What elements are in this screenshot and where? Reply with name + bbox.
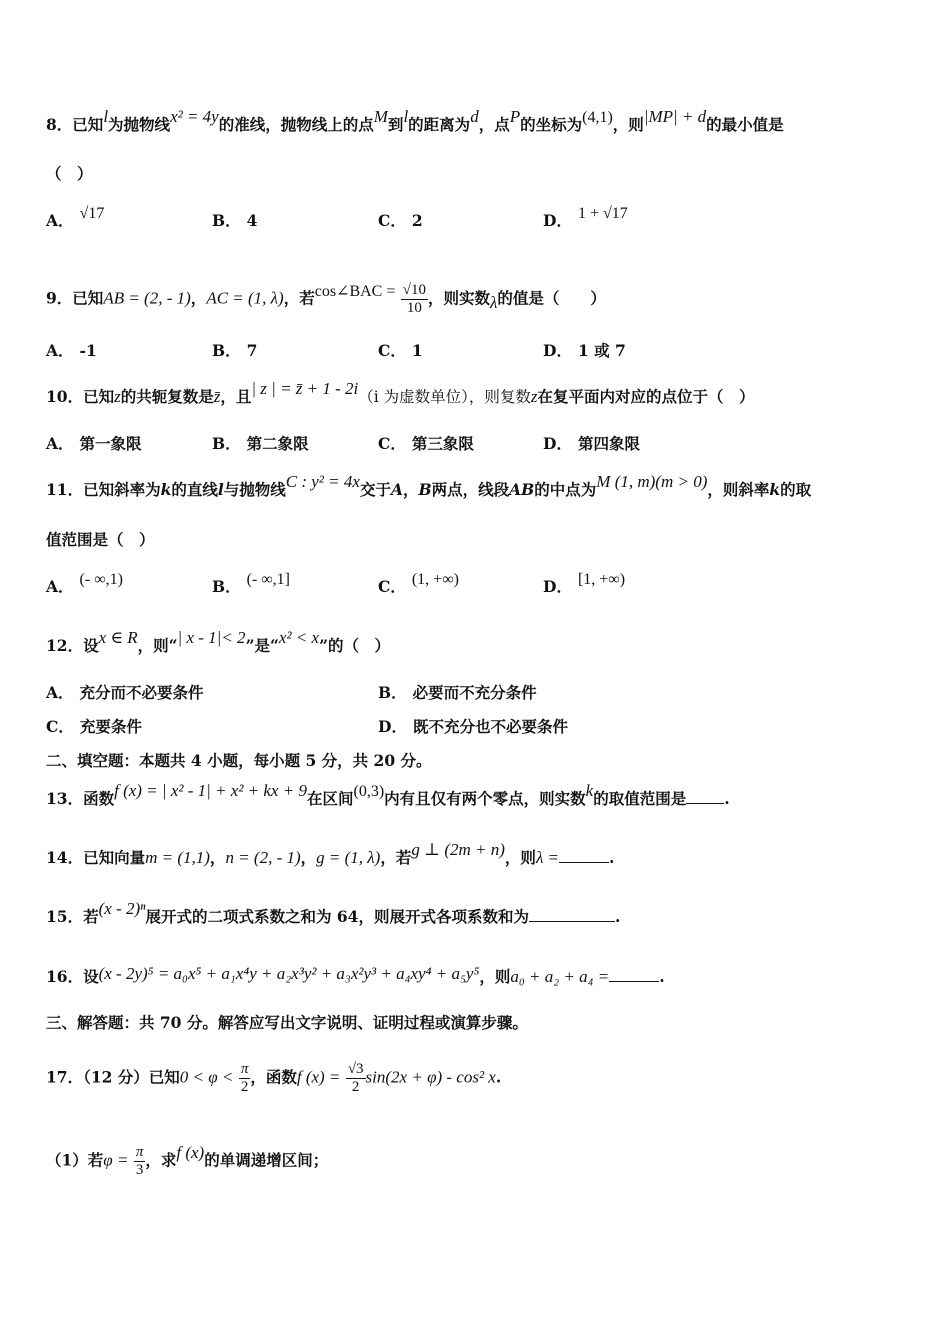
option-b: B． 4	[212, 211, 258, 230]
question-number: 14．	[46, 848, 84, 867]
math: x² < x	[278, 628, 320, 647]
math: λ	[490, 292, 498, 312]
math: cos∠BAC =	[314, 282, 396, 300]
question-number: 15．	[46, 907, 84, 926]
math: | z | = z̄ + 1 - 2i	[251, 379, 359, 398]
answer-blank[interactable]	[559, 848, 609, 863]
question-number: 9．	[46, 288, 73, 308]
option-b: B． (- ∞,1]	[212, 571, 290, 596]
question-number: 10．	[46, 387, 84, 406]
answer-blank[interactable]	[686, 789, 724, 804]
math: z	[530, 387, 538, 406]
question-11-line2: 值范围是（ ）	[46, 530, 155, 549]
question-10-stem: 10．已知z的共轭复数是z̄，且| z | = z̄ + 1 - 2i（i 为虚数单位），则复数z在复平面内对应的点位于（ ）	[46, 379, 755, 406]
question-13-stem: 13．函数f (x) = | x² - 1| + x² + kx + 9在区间(0,3)内有且仅有两个零点，则实数k的取值范围是 .	[46, 781, 730, 808]
option-d: D． 第四象限	[543, 434, 640, 453]
option-d: D． 1 或 7	[543, 341, 626, 360]
math: z̄	[213, 387, 221, 406]
math: P	[509, 107, 521, 126]
answer-blank[interactable]	[529, 907, 615, 922]
option-d: D． 既不充分也不必要条件	[378, 717, 568, 736]
math: AC = (1, λ)	[206, 288, 284, 308]
math: f (x) = | x² - 1| + x² + kx + 9	[114, 781, 307, 800]
math: λ =	[535, 848, 560, 867]
option-a: A． -1	[46, 341, 97, 360]
question-11-stem: 11．已知斜率为k的直线l与抛物线C : y² = 4x交于A，B两点，线段AB的中点为M (1, m)(m > 0)，则斜率k的取	[46, 472, 812, 499]
math: a₀ + a₂ + a₄ =	[510, 967, 610, 986]
question-17-stem: 17．（12 分）已知0 < φ < $\frac{\pi}{2}$ ，函数f (x) = $\frac{√3}{2}$ sin(2x + φ) - cos² x.	[46, 1061, 502, 1095]
question-12-stem: 12．设x ∈ R，则“| x - 1|< 2”是“x² < x”的（ ）	[46, 628, 390, 655]
math: l	[103, 107, 109, 126]
math: g = (1, λ)	[316, 848, 381, 867]
answer-blank[interactable]	[609, 967, 659, 982]
option-d: D． [1, +∞)	[543, 571, 626, 596]
option-a: A． 第一象限	[46, 434, 142, 453]
fraction: $\frac{√3}{2}$	[347, 1061, 364, 1095]
question-8-stem: 8．已知l为抛物线x² = 4y的准线，抛物线上的点M到l的距离为d，点P的坐标为(4,1)，则|MP| + d的最小值是	[46, 107, 784, 134]
option-b: B． 7	[212, 341, 258, 360]
question-number: 12．	[46, 636, 84, 655]
option-c: C． 2	[378, 211, 423, 230]
math: f (x) =	[296, 1067, 341, 1087]
math: k	[585, 781, 594, 800]
option-d: D． 1 + √17	[543, 205, 628, 230]
option-c: C． (1, +∞)	[378, 571, 459, 596]
math: (0,3)	[353, 783, 385, 800]
math: M (1, m)(m > 0)	[596, 472, 708, 491]
math: |MP| + d	[643, 107, 707, 126]
math: g ⊥ (2m + n)	[411, 840, 505, 859]
math: l	[403, 107, 409, 126]
question-number: 8．	[46, 115, 73, 134]
question-16-stem: 16．设(x - 2y)⁵ = a₀x⁵ + a₁x⁴y + a₂x³y² + a₃x²y³ + a₄xy⁴ + a₅y⁵，则a₀ + a₂ + a₄ = .	[46, 964, 665, 986]
math: C : y² = 4x	[285, 472, 360, 491]
question-number: 17．	[46, 1067, 84, 1087]
option-b: B． 第二象限	[212, 434, 309, 453]
fraction: $\frac{√10}{10}$	[402, 282, 427, 316]
option-a: A． √17	[46, 205, 105, 230]
math: n = (2, - 1)	[225, 848, 301, 867]
math: | x - 1|< 2	[177, 628, 246, 647]
math: f (x)	[176, 1142, 205, 1162]
math: (x - 2y)⁵ = a₀x⁵ + a₁x⁴y + a₂x³y² + a₃x²y³ + a₄xy⁴ + a₅y⁵	[98, 964, 480, 983]
math: sin(2x + φ) - cos² x	[365, 1067, 496, 1087]
fraction: $\frac{\pi}{2}$	[240, 1061, 249, 1095]
option-a: A． (- ∞,1)	[46, 571, 123, 596]
math: AB = (2, - 1)	[103, 288, 191, 308]
math: (x - 2)ⁿ	[98, 899, 146, 918]
math: m = (1,1)	[145, 848, 210, 867]
math: x² = 4y	[170, 107, 219, 126]
math: 0 < φ <	[179, 1067, 234, 1087]
question-15-stem: 15．若(x - 2)ⁿ展开式的二项式系数之和为 64，则展开式各项系数和为 .	[46, 899, 621, 926]
math: φ =	[103, 1150, 129, 1170]
question-9-stem: 9．已知AB = (2, - 1)，AC = (1, λ)，若cos∠BAC = $\frac{√10}{10}$ ，则实数λ的值是（ ）	[46, 282, 606, 316]
option-c: C． 1	[378, 341, 423, 360]
question-number: 16．	[46, 967, 84, 986]
math: M	[373, 107, 388, 126]
math: d	[470, 107, 479, 126]
fraction: $\frac{\pi}{3}$	[135, 1144, 144, 1178]
question-number: 11．	[46, 480, 84, 499]
math: z	[114, 387, 121, 406]
math: x ∈ R	[98, 628, 138, 647]
option-a: A． 充分而不必要条件	[46, 683, 204, 702]
section-heading-solutions: 三、解答题：共 70 分。解答应写出文字说明、证明过程或演算步骤。	[46, 1013, 528, 1032]
question-number: 13．	[46, 789, 84, 808]
option-c: C． 第三象限	[378, 434, 474, 453]
question-17-part-1: （1）若φ = $\frac{\pi}{3}$ ，求f (x)的单调递增区间；	[46, 1142, 329, 1178]
option-b: B． 必要而不充分条件	[378, 683, 537, 702]
option-c: C． 充要条件	[46, 717, 142, 736]
section-heading-fill-in: 二、填空题：本题共 4 小题，每小题 5 分，共 20 分。	[46, 751, 432, 770]
question-8-paren: （ ）	[46, 164, 93, 183]
question-14-stem: 14．已知向量m = (1,1)，n = (2, - 1)，g = (1, λ)，若g ⊥ (2m + n)，则λ = .	[46, 840, 615, 867]
math: (4,1)	[582, 109, 613, 126]
